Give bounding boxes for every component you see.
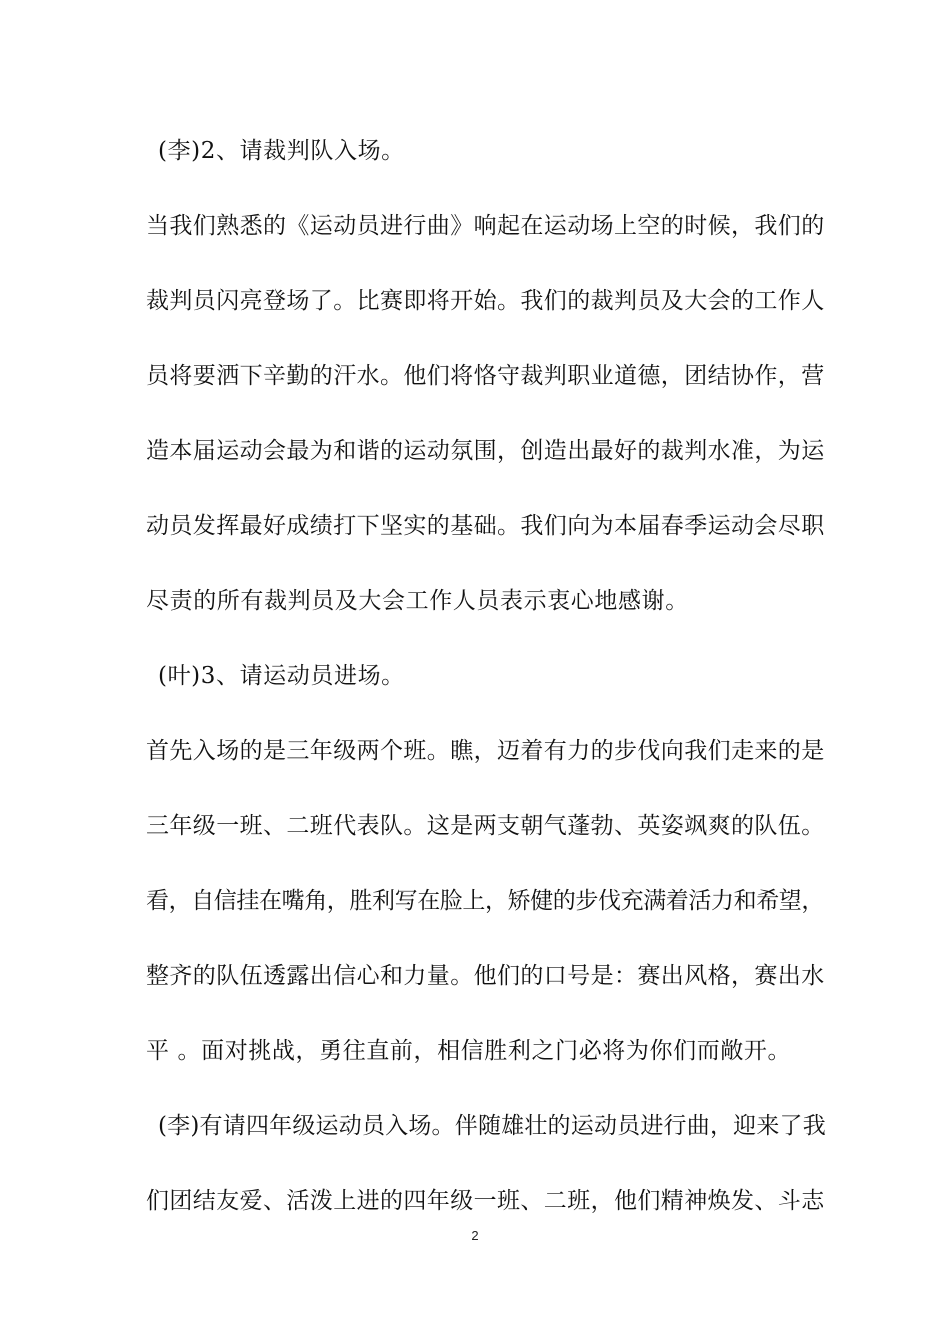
text-line-7: 尽责的所有裁判员及大会工作人员表示衷心地感谢。 [146, 588, 689, 614]
text-line-10: 三年级一班、二班代表队。这是两支朝气蓬勃、英姿飒爽的队伍。 [146, 813, 825, 839]
text-line-15: 们团结友爱、活泼上进的四年级一班、二班，他们精神焕发、斗志 [146, 1188, 825, 1214]
text-line-2: 当我们熟悉的《运动员进行曲》响起在运动场上空的时候，我们的 [146, 213, 825, 239]
text-line-5: 造本届运动会最为和谐的运动氛围，创造出最好的裁判水准，为运 [146, 438, 825, 464]
text-line-9: 首先入场的是三年级两个班。瞧，迈着有力的步伐向我们走来的是 [146, 738, 825, 764]
text-line-8: (叶)3、请运动员进场。 [158, 663, 405, 689]
text-line-11: 看，自信挂在嘴角，胜利写在脸上，矫健的步伐充满着活力和希望， [146, 888, 825, 914]
text-line-13: 平 。面对挑战，勇往直前，相信胜利之门必将为你们而敞开。 [146, 1038, 792, 1064]
text-line-12: 整齐的队伍透露出信心和力量。他们的口号是：赛出风格，赛出水 [146, 963, 825, 989]
text-line-1: (李)2、请裁判队入场。 [158, 138, 405, 164]
text-line-14: (李)有请四年级运动员入场。伴随雄壮的运动员进行曲，迎来了我 [158, 1113, 826, 1139]
text-line-3: 裁判员闪亮登场了。比赛即将开始。我们的裁判员及大会的工作人 [146, 288, 825, 314]
text-line-6: 动员发挥最好成绩打下坚实的基础。我们向为本届春季运动会尽职 [146, 513, 825, 539]
text-line-4: 员将要洒下辛勤的汗水。他们将恪守裁判职业道德，团结协作，营 [146, 363, 825, 389]
page-number: 2 [471, 1228, 479, 1243]
